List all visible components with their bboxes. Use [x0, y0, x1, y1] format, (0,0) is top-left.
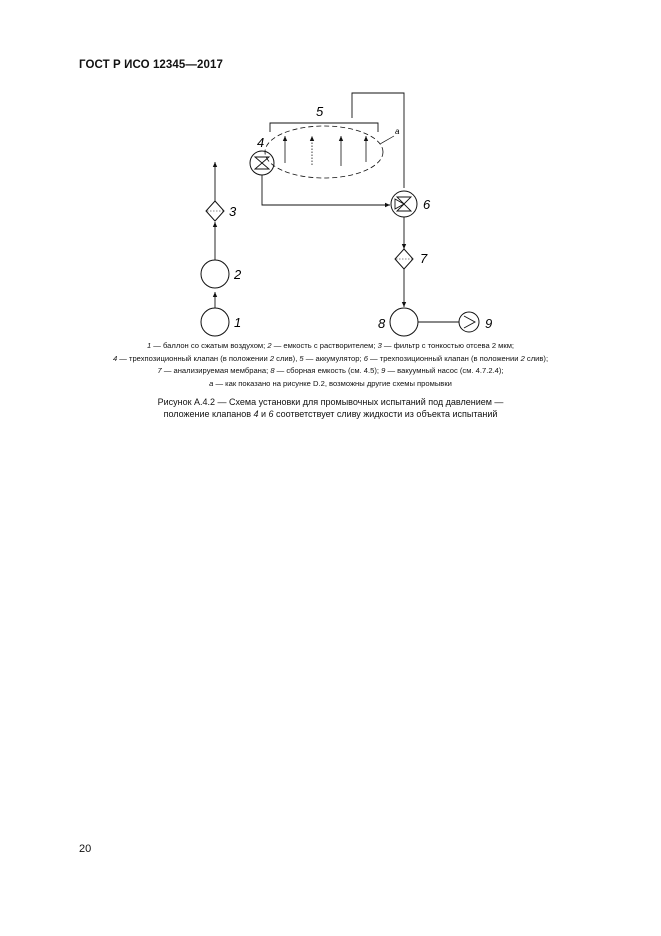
collecting-vessel: [390, 308, 418, 336]
caption-text: и: [258, 409, 269, 419]
filter-3: [206, 201, 224, 221]
legend-line-2: [60, 353, 601, 366]
legend-text: — вакуумный насос (см. 4.7.2.4);: [385, 366, 504, 375]
solvent-vessel: [201, 260, 229, 288]
vacuum-pump: [459, 312, 479, 332]
caption-line-1: Рисунок А.4.2 — Схема установки для промывочных испытаний под давлением —: [157, 397, 504, 407]
valve-4: [250, 151, 274, 175]
legend-num: 1: [146, 341, 152, 350]
legend-num: 6: [363, 353, 368, 363]
accumulator-internal-arrows: [285, 136, 366, 166]
label-1: 1: [234, 315, 242, 330]
legend-text: — фильтр с тонкостью отсева 2 мкм;: [381, 341, 515, 350]
legend-text: — анализируемая мембрана;: [161, 366, 271, 375]
legend-num: 7: [157, 366, 162, 375]
label-5: 5: [316, 104, 324, 119]
membrane-7: [395, 249, 413, 269]
caption-line-2: [60, 408, 601, 420]
caption-text: соответствует сливу жидкости из объекта испытаний: [273, 409, 498, 419]
note-a-leader: [380, 136, 394, 144]
legend-text: слив);: [524, 353, 549, 363]
legend-num: 5: [299, 353, 304, 363]
membrane-housing: [265, 126, 383, 178]
air-cylinder: [201, 308, 229, 336]
legend-text: — баллон со сжатым воздухом;: [151, 341, 268, 350]
legend-num: 8: [270, 366, 275, 375]
label-a: а: [395, 127, 400, 136]
legend-num: 3: [377, 341, 382, 350]
legend-num: 2: [267, 341, 272, 350]
label-6: 6: [423, 197, 431, 212]
label-7: 7: [420, 251, 428, 266]
legend-num: а: [209, 378, 214, 388]
caption-text: положение клапанов: [163, 409, 254, 419]
legend-text: — аккумулятор;: [303, 353, 364, 363]
legend-text: — емкость с растворителем;: [271, 341, 378, 350]
legend-num: 9: [381, 366, 386, 375]
legend-text: — сборная емкость (см. 4.5);: [274, 366, 382, 375]
pipe-5-to-6-top: [352, 93, 404, 188]
legend-num: 4: [112, 353, 118, 363]
legend-num: 2: [269, 353, 275, 363]
figure-legend: [60, 340, 601, 390]
legend-line-3: [60, 365, 601, 378]
caption-valve-ref: 6: [268, 409, 274, 419]
label-3: 3: [229, 204, 237, 219]
document-standard-header: ГОСТ Р ИСО 12345—2017: [79, 59, 224, 71]
legend-text: — трехпозиционный клапан (в положении: [367, 353, 521, 363]
label-8: 8: [378, 316, 386, 331]
caption-valve-ref: 4: [253, 409, 259, 419]
legend-line-4: [60, 378, 601, 391]
valve-6: [391, 191, 417, 217]
legend-text: — как показано на рисунке D.2, возможны другие схемы промывки: [213, 378, 452, 388]
accumulator-bracket: [270, 123, 378, 132]
label-9: 9: [485, 316, 493, 331]
legend-text: слив),: [274, 353, 300, 363]
label-2: 2: [234, 267, 242, 282]
pipe-4-to-6: [262, 175, 390, 205]
legend-text: — трехпозиционный клапан (в положении: [117, 353, 270, 363]
legend-num: 2: [520, 353, 525, 363]
label-4: 4: [257, 135, 265, 150]
legend-line-1: [60, 340, 601, 353]
page-number: 20: [79, 843, 92, 855]
figure-caption: [60, 396, 601, 420]
